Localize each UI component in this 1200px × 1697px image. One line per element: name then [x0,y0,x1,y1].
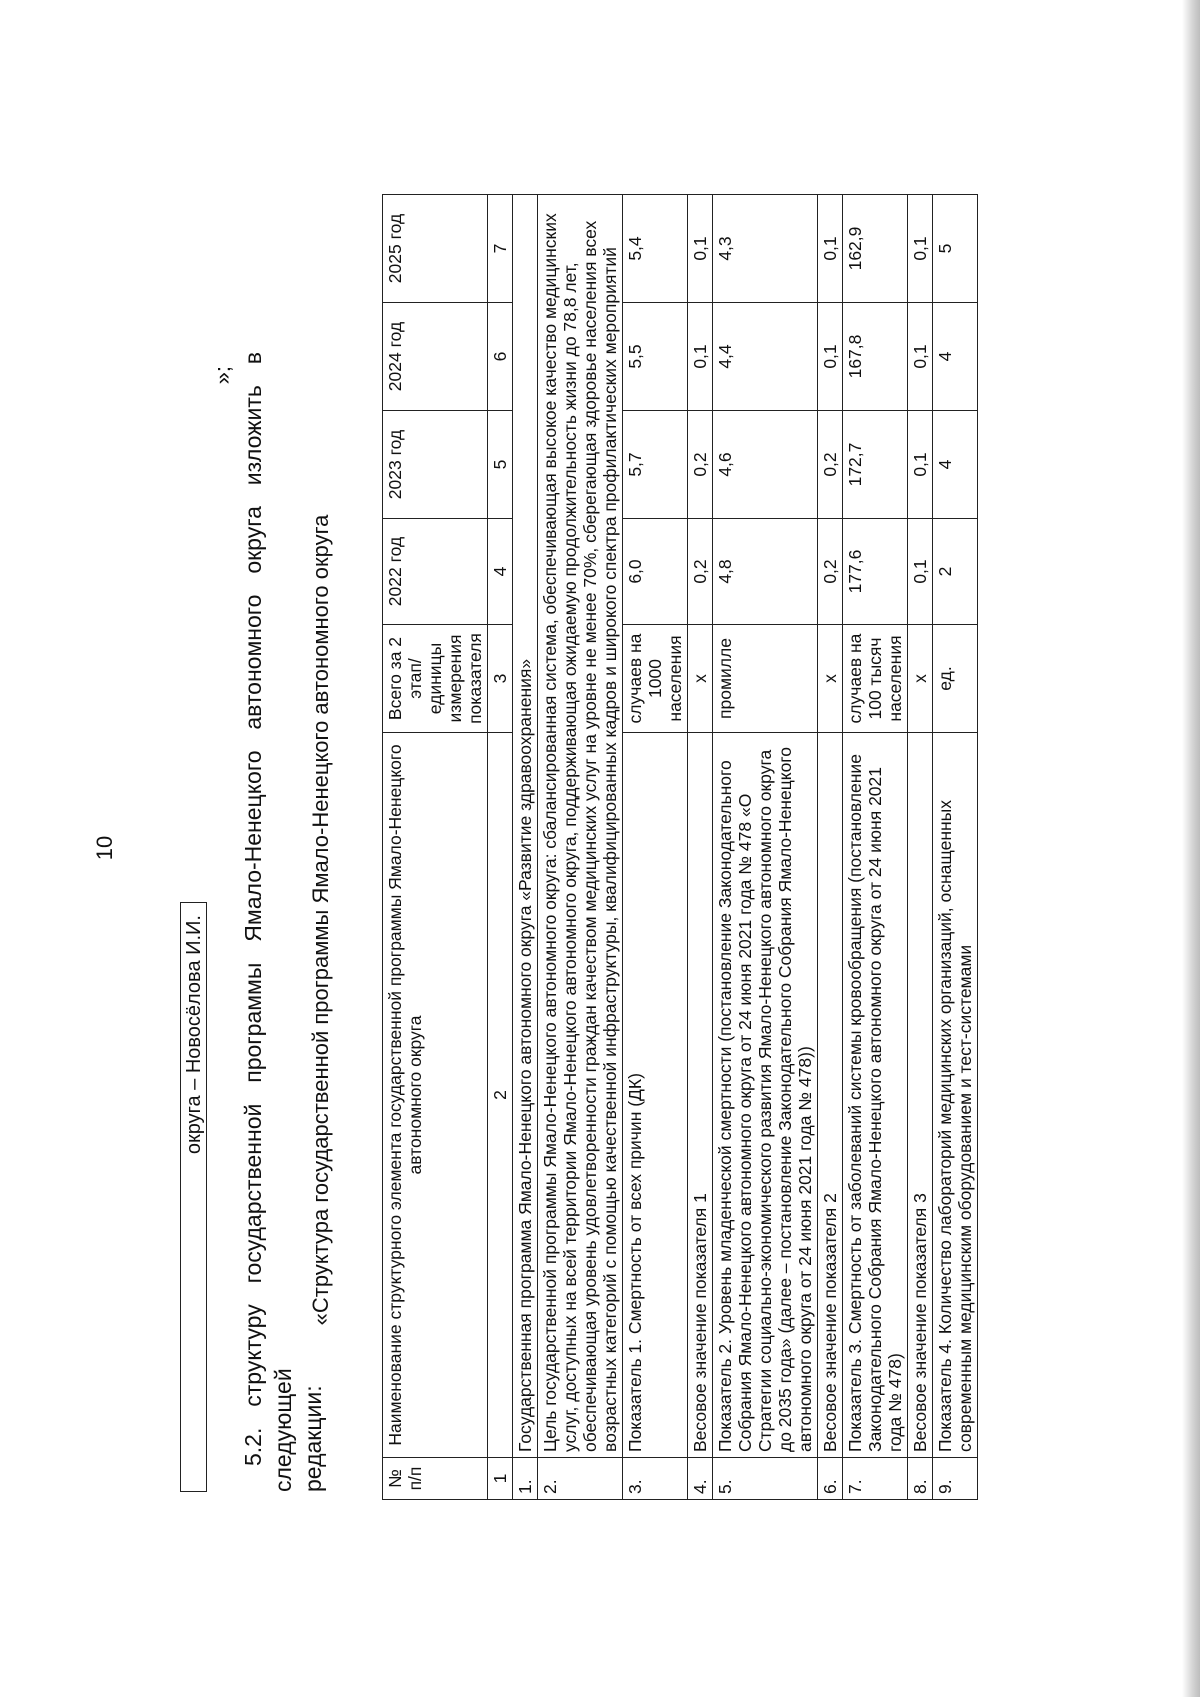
unit-cell: ед. [933,625,978,733]
value-2022-cell: 4,8 [713,519,818,625]
row-number-cell: 9. [933,1458,978,1500]
value-2023-cell: 0,1 [908,411,933,519]
table-row [623,195,688,1500]
value-2023-cell: 4 [933,411,978,519]
value-2025-cell: 5,4 [623,195,688,303]
header-cell: 2022 год [383,519,488,625]
value-2024-cell: 4,4 [713,303,818,411]
row-name-cell: Показатель 4. Количество лабораторий медицинских организаций, оснащенных современным медицинским оборудованием и тест-системами [933,733,978,1458]
unit-cell: промилле [713,625,818,733]
value-2022-cell: 2 [933,519,978,625]
value-2024-cell: 0,1 [908,303,933,411]
row-name-cell: Весовое значение показателя 3 [908,733,933,1458]
header-box: округа – Новосёлова И.И. [180,902,207,1492]
header-cell: 2025 год [383,195,488,303]
value-2024-cell: 0,1 [688,303,713,411]
value-2025-cell: 0,1 [818,195,843,303]
unit-cell: случаев на 1000 населения [623,625,688,733]
value-2025-cell: 5 [933,195,978,303]
value-2022-cell: 6,0 [623,519,688,625]
value-2024-cell: 4 [933,303,978,411]
value-2025-cell: 0,1 [688,195,713,303]
unit-cell: случаев на 100 тысяч населения [843,625,908,733]
row-name-cell: Показатель 3. Смертность от заболеваний системы кровообращения (постановление Законодательного Собрания Ямало-Ненецкого автономного округа от 24 июня 2021 года № 478) [843,733,908,1458]
column-number: 6 [488,303,513,411]
table-row [538,195,623,1500]
row-number-cell: 3. [623,1458,688,1500]
row-number-cell: 8. [908,1458,933,1500]
page-number: 10 [92,835,117,861]
column-number: 7 [488,195,513,303]
row-name-cell: Показатель 1. Смертность от всех причин (ДК) [623,733,688,1458]
program-structure-table [382,194,978,1500]
paragraph-line-2: редакции: [300,1385,326,1492]
table-row [908,195,933,1500]
table-row [513,195,538,1500]
rotated-page-content [180,0,1200,1500]
value-2023-cell: 0,2 [818,411,843,519]
unit-cell: х [818,625,843,733]
value-2023-cell: 4,6 [713,411,818,519]
column-number: 4 [488,519,513,625]
value-2025-cell: 0,1 [908,195,933,303]
table-row [933,195,978,1500]
value-2023-cell: 5,7 [623,411,688,519]
table-row [818,195,843,1500]
column-number: 5 [488,411,513,519]
row-number-cell: 2. [538,1458,623,1500]
header-cell: 2024 год [383,303,488,411]
header-cell: № п/п [383,1458,488,1500]
closing-quote-mark: »; [210,366,235,385]
value-2022-cell: 0,2 [688,519,713,625]
row-name-cell: Показатель 2. Уровень младенческой смертности (постановление Законодательного Собрания Ямало-Ненецкого автономного округа от 24 июня 2021 года № 478 «О Стратегии социально-экономического развития Ямало-Ненецкого автономного округа до 2035 года» (далее – постановление Законодательного Собрания Ямало-Ненецкого автономного округа от 24 июня 2021 года № 478)) [713,733,818,1458]
table-header-row [383,195,488,1500]
table-row [713,195,818,1500]
value-2023-cell: 172,7 [843,411,908,519]
row-name-cell: Цель государственной программы Ямало-Ненецкого автономного округа: сбалансированная система, обеспечивающая высокое качество медицинских услуг, доступных на всей территории Ямало-Ненецкого автономного округа, поддерживающая ожидаемую продолжительность жизни до 78,8 лет, обеспечивающая уровень удовлетворенности граждан качеством медицинских услуг на уровне не менее 70%, сберегающая здоровье населения всех возрастных категорий с помощью качественной инфраструктуры, квалифицированных кадров и широкого спектра профилактических мероприятий [538,195,623,1458]
unit-cell: х [908,625,933,733]
value-2025-cell: 162,9 [843,195,908,303]
table-title: «Структура государственной программы Ямало-Ненецкого автономного округа [308,514,333,1326]
value-2022-cell: 0,1 [908,519,933,625]
column-number-row [488,195,513,1500]
column-number: 2 [488,733,513,1458]
row-number-cell: 7. [843,1458,908,1500]
table-body [488,195,978,1500]
header-cell: 2023 год [383,411,488,519]
row-number-cell: 4. [688,1458,713,1500]
row-name-cell: Весовое значение показателя 2 [818,733,843,1458]
value-2022-cell: 0,2 [818,519,843,625]
header-cell: Наименование структурного элемента государственной программы Ямало-Ненецкого автономного округа [383,733,488,1458]
paragraph-line-1: 5.2. структуру государственной программы Ямало-Ненецкого автономного округа изложить в следующей [240,352,296,1492]
value-2024-cell: 5,5 [623,303,688,411]
column-number: 3 [488,625,513,733]
row-name-cell: Весовое значение показателя 1 [688,733,713,1458]
value-2025-cell: 4,3 [713,195,818,303]
row-name-cell: Государственная программа Ямало-Ненецкого автономного округа «Развитие здравоохранения» [513,195,538,1458]
value-2022-cell: 177,6 [843,519,908,625]
row-number-cell: 1. [513,1458,538,1500]
unit-cell: х [688,625,713,733]
row-number-cell: 5. [713,1458,818,1500]
value-2024-cell: 167,8 [843,303,908,411]
table-row [843,195,908,1500]
value-2024-cell: 0,1 [818,303,843,411]
row-number-cell: 6. [818,1458,843,1500]
table-row [688,195,713,1500]
value-2023-cell: 0,2 [688,411,713,519]
header-cell: Всего за 2 этап/ единицы измерения показателя [383,625,488,733]
column-number: 1 [488,1458,513,1500]
